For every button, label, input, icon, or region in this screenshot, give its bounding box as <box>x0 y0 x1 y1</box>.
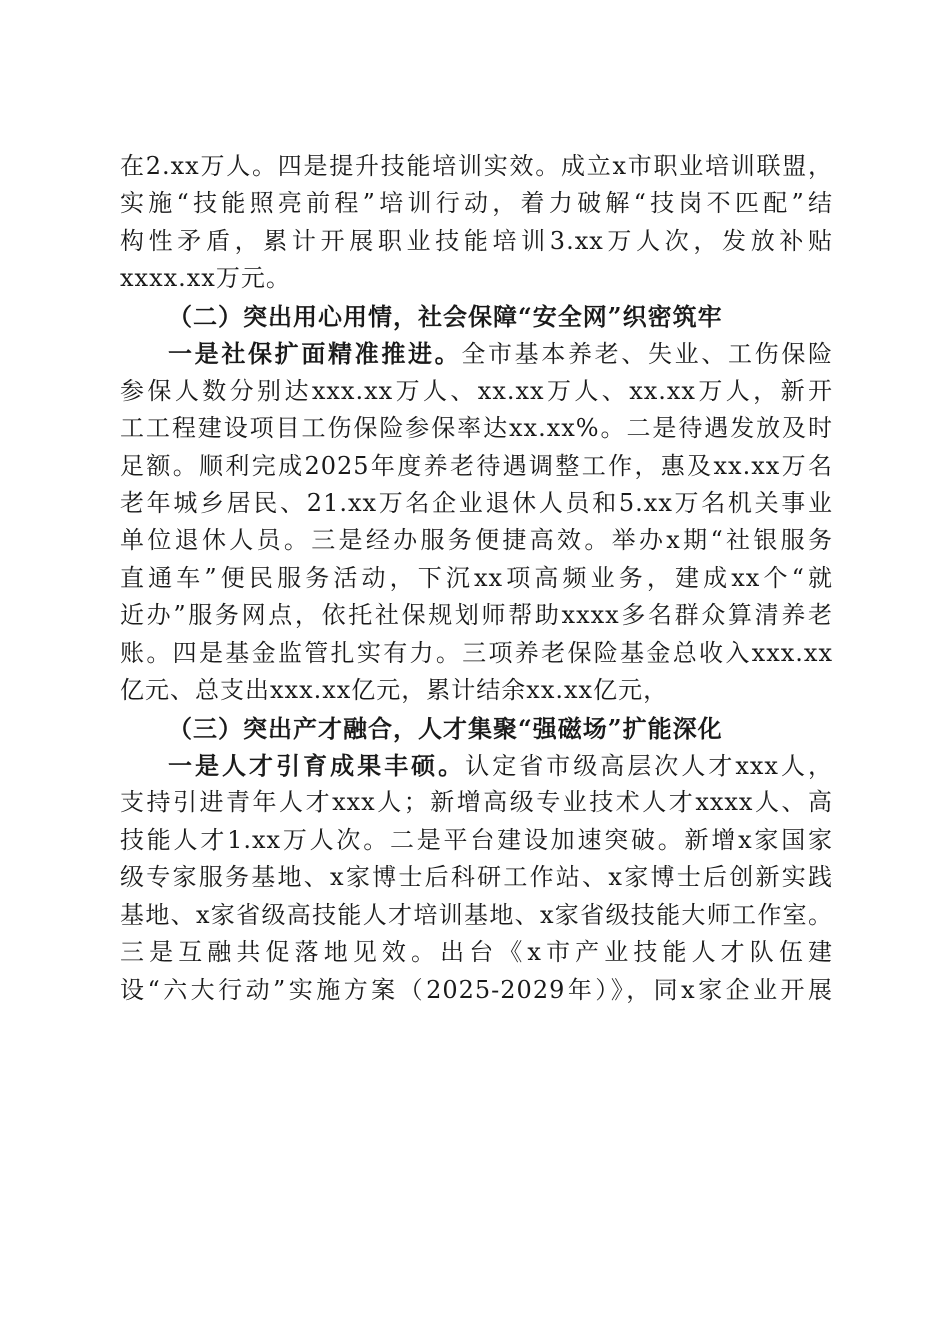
item-lead: 一是人才引育成果丰硕。 <box>168 751 466 780</box>
paragraph-line <box>120 747 833 784</box>
item-text: 全市基本养老、失业、工伤保险 <box>461 340 834 369</box>
paragraph-line: 设“六大行动”实施方案（2025-2029年）》，同x家企业开展 <box>120 975 833 1004</box>
paragraph-line: 直通车”便民服务活动，下沉xx项高频业务，建成xx个“就 <box>120 563 833 592</box>
paragraph-line: 近办”服务网点，依托社保规划师帮助xxxx多名群众算清养老 <box>120 601 833 630</box>
paragraph-line: 老年城乡居民、21.xx万名企业退休人员和5.xx万名机关事业 <box>120 488 833 517</box>
paragraph-line: 实施“技能照亮前程”培训行动，着力破解“技岗不匹配”结 <box>120 189 833 218</box>
paragraph-line: 足额。顺利完成2025年度养老待遇调整工作，惠及xx.xx万名 <box>120 451 833 480</box>
item-text: 认定省市级高层次人才xxx人， <box>465 752 833 780</box>
paragraph-line: xxxx.xx万元。 <box>120 264 291 293</box>
paragraph-line: 工工程建设项目工伤保险参保率达xx.xx%。二是待遇发放及时 <box>120 414 833 443</box>
paragraph-line: 三是互融共促落地见效。出台《x市产业技能人才队伍建 <box>120 938 833 967</box>
paragraph-line: 支持引进青年人才xxx人；新增高级专业技术人才xxxx人、高 <box>120 788 833 817</box>
paragraph-line: 账。四是基金监管扎实有力。三项养老保险基金总收入xxx.xx <box>120 638 833 667</box>
paragraph-line: 技能人才1.xx万人次。二是平台建设加速突破。新增x家国家 <box>120 825 833 854</box>
paragraph-line: 级专家服务基地、x家博士后科研工作站、x家博士后创新实践 <box>120 863 833 892</box>
paragraph-line: 基地、x家省级高技能人才培训基地、x家省级技能大师工作室。 <box>120 900 833 929</box>
paragraph-line <box>120 335 833 372</box>
paragraph-line: 参保人数分别达xxx.xx万人、xx.xx万人、xx.xx万人，新开 <box>120 376 833 405</box>
item-lead: 一是社保扩面精准推进。 <box>168 339 462 369</box>
paragraph-line: 单位退休人员。三是经办服务便捷高效。举办x期“社银服务 <box>120 526 833 555</box>
paragraph-line: 亿元、总支出xxx.xx亿元，累计结余xx.xx亿元， <box>120 676 669 705</box>
paragraph-line: 在2.xx万人。四是提升技能培训实效。成立x市职业培训联盟， <box>120 152 833 180</box>
section-heading-3: （三）突出产才融合，人才集聚“强磁场”扩能深化 <box>168 713 723 743</box>
document-page <box>120 148 833 1009</box>
paragraph-line: 构性矛盾，累计开展职业技能培训3.xx万人次，发放补贴 <box>120 226 833 255</box>
section-heading-2: （二）突出用心用情，社会保障“安全网”织密筑牢 <box>168 301 723 331</box>
